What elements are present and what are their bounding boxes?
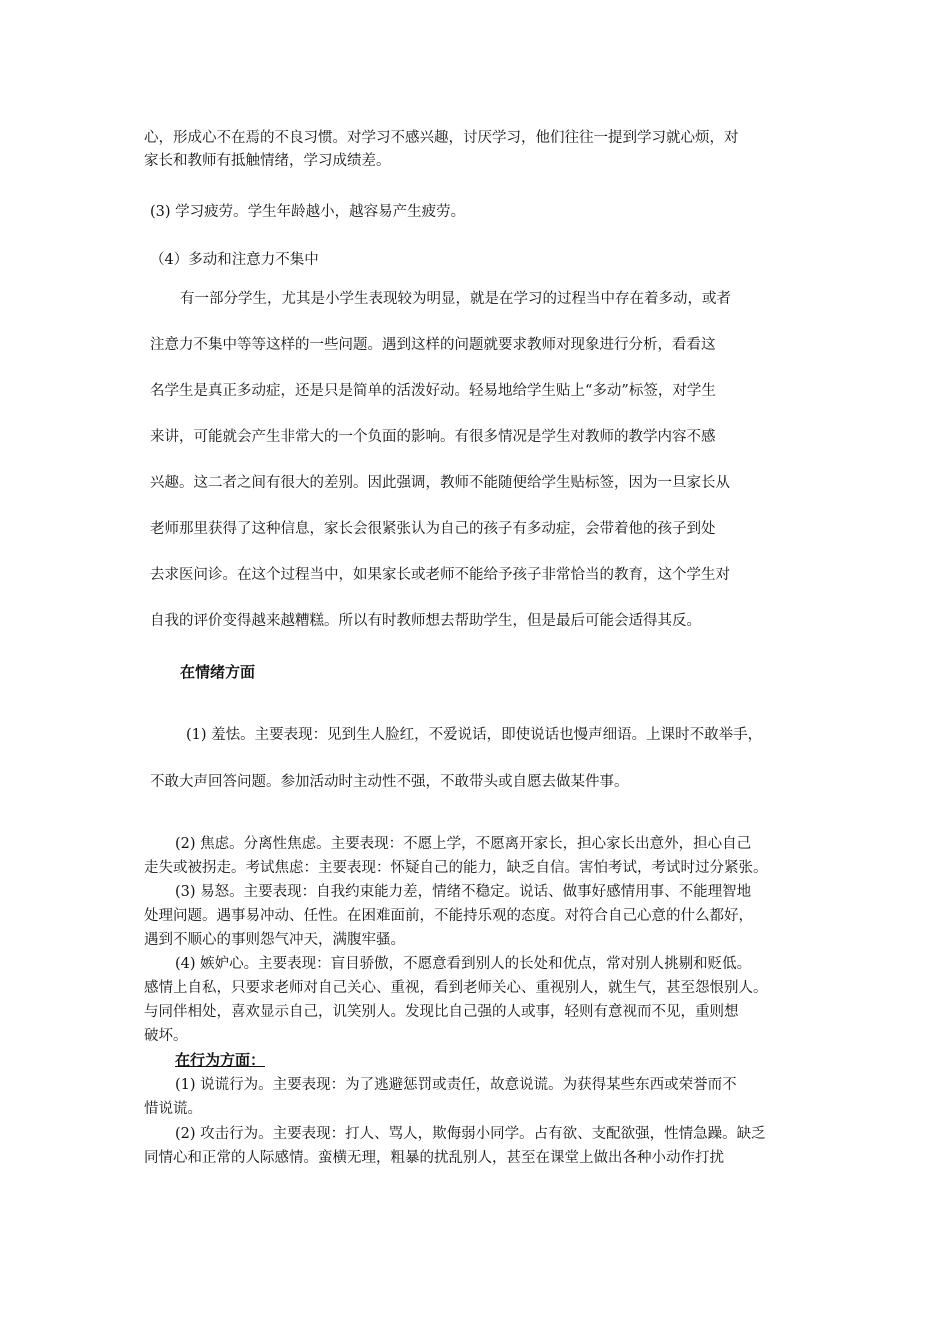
list-item-line: 同情心和正常的人际感情。蛮横无理，粗暴的扰乱别人，甚至在课堂上做出各种小动作打扰 bbox=[144, 1150, 724, 1166]
paragraph-line: 有一部分学生，尤其是小学生表现较为明显，就是在学习的过程当中存在着多动，或者 bbox=[180, 291, 731, 307]
list-item-line: 处理问题。遇事易冲动、任性。在困难面前，不能持乐观的态度。对符合自己心意的什么都好， bbox=[144, 908, 753, 924]
list-item-line: (3) 易怒。主要表现：自我约束能力差，情绪不稳定。说话、做事好感情用事、不能理智地 bbox=[175, 884, 752, 900]
paragraph-line: 注意力不集中等等这样的一些问题。遇到这样的问题就要求教师对现象进行分析，看看这 bbox=[150, 337, 716, 353]
paragraph-line: 老师那里获得了这种信息，家长会很紧张认为自己的孩子有多动症，会带着他的孩子到处 bbox=[150, 521, 716, 537]
list-item-line: 不敢大声回答问题。参加活动时主动性不强，不敢带头或自愿去做某件事。 bbox=[150, 774, 629, 790]
paragraph-line: 自我的评价变得越来越糟糕。所以有时教师想去帮助学生，但是最后可能会适得其反。 bbox=[150, 613, 701, 629]
list-item-line: 破坏。 bbox=[144, 1028, 188, 1044]
list-item-line: 与同伴相处，喜欢显示自己，讥笑别人。发现比自己强的人或事，轻则有意视而不见，重则想 bbox=[144, 1004, 739, 1020]
paragraph-line: 家长和教师有抵触情绪，学习成绩差。 bbox=[144, 153, 391, 169]
paragraph-line: 来讲，可能就会产生非常大的一个负面的影响。有很多情况是学生对教师的教学内容不感 bbox=[150, 429, 716, 445]
list-item-line: (1) 羞怯。主要表现：见到生人脸红，不爱说话，即使说话也慢声细语。上课时不敢举手， bbox=[186, 727, 763, 743]
list-item-line: (1) 说谎行为。主要表现：为了逃避惩罚或责任，故意说谎。为获得某些东西或荣誉而不 bbox=[175, 1077, 737, 1093]
paragraph-line: 心，形成心不在焉的不良习惯。对学习不感兴趣，讨厌学习，他们往往一提到学习就心烦，对 bbox=[144, 130, 739, 146]
paragraph-line: 去求医问诊。在这个过程当中，如果家长或老师不能给予孩子非常恰当的教育，这个学生对 bbox=[150, 567, 730, 583]
list-item-line: 感情上自私，只要求老师对自己关心、重视，看到老师关心、重视别人，就生气，甚至怨恨别人。 bbox=[144, 980, 768, 996]
paragraph-line: 名学生是真正多动症，还是只是简单的活泼好动。轻易地给学生贴上“多动”标签，对学生 bbox=[150, 383, 716, 399]
list-item-line: 惜说谎。 bbox=[144, 1101, 202, 1117]
subheading: （4）多动和注意力不集中 bbox=[150, 252, 319, 268]
list-item-line: (2) 攻击行为。主要表现：打人、骂人，欺侮弱小同学。占有欲、支配欲强，性情急躁。缺乏 bbox=[175, 1126, 766, 1142]
list-item-line: 走失或被拐走。考试焦虑：主要表现：怀疑自己的能力，缺乏自信。害怕考试，考试时过分紧张。 bbox=[144, 860, 768, 876]
list-item-line: 遇到不顺心的事则怨气冲天，满腹牢骚。 bbox=[144, 932, 405, 948]
list-item-line: (2) 焦虑。分离性焦虑。主要表现：不愿上学，不愿离开家长，担心家长出意外，担心自己 bbox=[175, 836, 752, 852]
list-item-line: (4) 嫉妒心。主要表现：盲目骄傲，不愿意看到别人的长处和优点，常对别人挑剔和贬低。 bbox=[175, 956, 752, 972]
list-item-line: (3) 学习疲劳。学生年龄越小，越容易产生疲劳。 bbox=[150, 204, 466, 220]
section-heading-emotion: 在情绪方面 bbox=[180, 663, 256, 681]
section-heading-behavior: 在行为方面： bbox=[175, 1051, 266, 1069]
paragraph-line: 兴趣。这二者之间有很大的差别。因此强调，教师不能随便给学生贴标签，因为一旦家长从 bbox=[150, 475, 730, 491]
